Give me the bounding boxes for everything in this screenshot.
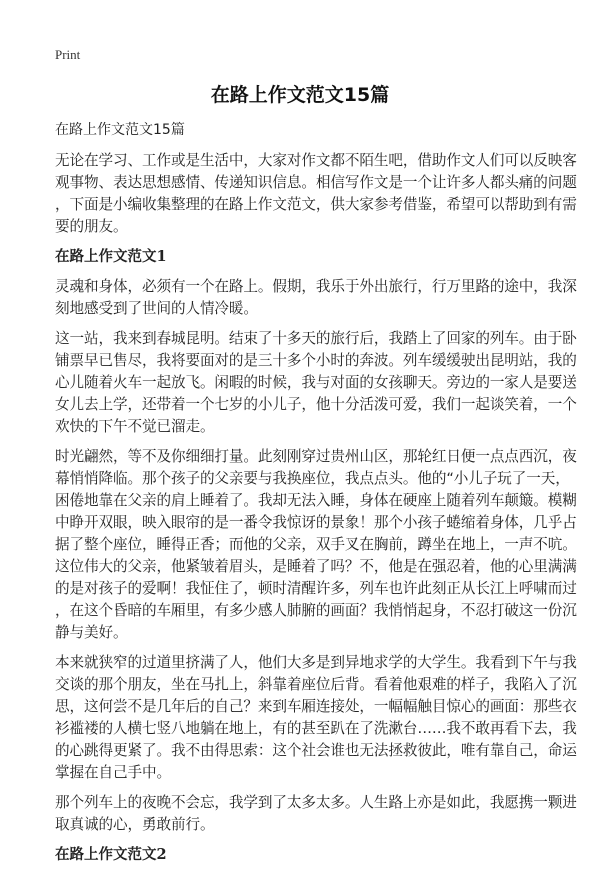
document-body (55, 120, 577, 874)
paragraph-line: 据了整个座位，睡得正香；而他的父亲，双手叉在胸前，蹲坐在地上，一声不吭。 (55, 536, 577, 553)
paragraph-line: 困倦地靠在父亲的肩上睡着了。我却无法入睡，身体在硬座上随着列车颠簸。模糊 (55, 492, 577, 509)
paragraph-line: 心儿随着火车一起放飞。闲暇的时候，我与对面的女孩聊天。旁边的一家人是要送 (55, 374, 577, 391)
page-title: 在路上作文范文15篇 (210, 84, 390, 106)
paragraph (55, 328, 577, 438)
paragraph-line: 要的朋友。 (55, 218, 128, 235)
paragraph-line: 观事物、表达思想感情、传递知识信息。相信写作文是一个让许多人都头痛的问题 (55, 174, 577, 191)
paragraph-line: 中睁开双眼，映入眼帘的是一番令我惊讶的景象！那个小孩子蜷缩着身体，几乎占 (55, 514, 577, 531)
paragraph (55, 446, 577, 644)
paragraph-line: 交谈的那个朋友，坐在马扎上，斜靠着座位后背。看着他艰难的样子，我陷入了沉 (55, 676, 577, 693)
paragraph-line: 这一站，我来到春城昆明。结束了十多天的旅行后，我踏上了回家的列车。由于卧 (55, 330, 577, 347)
paragraph-line: 静与美好。 (55, 624, 128, 641)
print-link[interactable]: Print (55, 47, 81, 62)
paragraph-line: 衫褴褛的人横七竖八地躺在地上，有的甚至趴在了洗漱台……我不敢再看下去，我 (55, 720, 577, 737)
paragraph (55, 652, 577, 784)
paragraph-line: 灵魂和身体，必须有一个在路上。假期，我乐于外出旅行，行万里路的途中，我深 (55, 278, 577, 295)
paragraph-line: 刻地感受到了世间的人情冷暖。 (55, 300, 258, 317)
paragraph-line: 取真诚的心，勇敢前行。 (55, 816, 215, 833)
paragraph-line: 的心跳得更紧了。我不由得思索：这个社会谁也无法拯救彼此，唯有靠自己，命运 (55, 742, 577, 759)
document-subtitle: 在路上作文范文15篇 (55, 122, 185, 138)
paragraph (55, 150, 577, 238)
paragraph-line: 时光翩然，等不及你细细打量。此刻刚穿过贵州山区，那轮红日便一点点西沉，夜 (55, 448, 577, 465)
section-heading: 在路上作文范文2 (55, 846, 167, 863)
paragraph-line: 本来就狭窄的过道里挤满了人，他们大多是到异地求学的大学生。我看到下午与我 (55, 654, 577, 671)
paragraph-line: ，在这个昏暗的车厢里，有多少感人肺腑的画面？我悄悄起身，不忍打破这一份沉 (55, 602, 577, 619)
paragraph-line: 欢快的下午不觉已溜走。 (55, 418, 215, 435)
paragraph (55, 276, 577, 320)
paragraph-line: 的是对孩子的爱啊！我怔住了，顿时清醒许多，列车也许此刻正从长江上呼啸而过 (55, 580, 577, 597)
paragraph-line: 这位伟大的父亲，他紧皱着眉头，是睡着了吗？不，他是在强忍着，他的心里满满 (55, 558, 577, 575)
paragraph-line: 思，这何尝不是几年后的自己？来到车厢连接处，一幅幅触目惊心的画面：那些衣 (55, 698, 577, 715)
paragraph-line: ，下面是小编收集整理的在路上作文范文，供大家参考借鉴，希望可以帮助到有需 (55, 196, 577, 213)
paragraph-line: 无论在学习、工作或是生活中，大家对作文都不陌生吧，借助作文人们可以反映客 (55, 152, 577, 169)
paragraph-line: 幕悄悄降临。那个孩子的父亲要与我换座位，我点点头。他的“小儿子玩了一天， (55, 470, 570, 487)
paragraph-line: 那个列车上的夜晚不会忘，我学到了太多太多。人生路上亦是如此，我愿携一颗进 (55, 794, 577, 811)
paragraph-line: 掌握在自己手中。 (55, 764, 171, 781)
section-heading: 在路上作文范文1 (55, 248, 167, 265)
paragraph-line: 铺票早已售尽，我将要面对的是三十多个小时的奔波。列车缓缓驶出昆明站，我的 (55, 352, 577, 369)
paragraph-line: 女儿去上学，还带着一个七岁的小儿子，他十分活泼可爱，我们一起谈笑着，一个 (55, 396, 577, 413)
paragraph (55, 792, 577, 836)
